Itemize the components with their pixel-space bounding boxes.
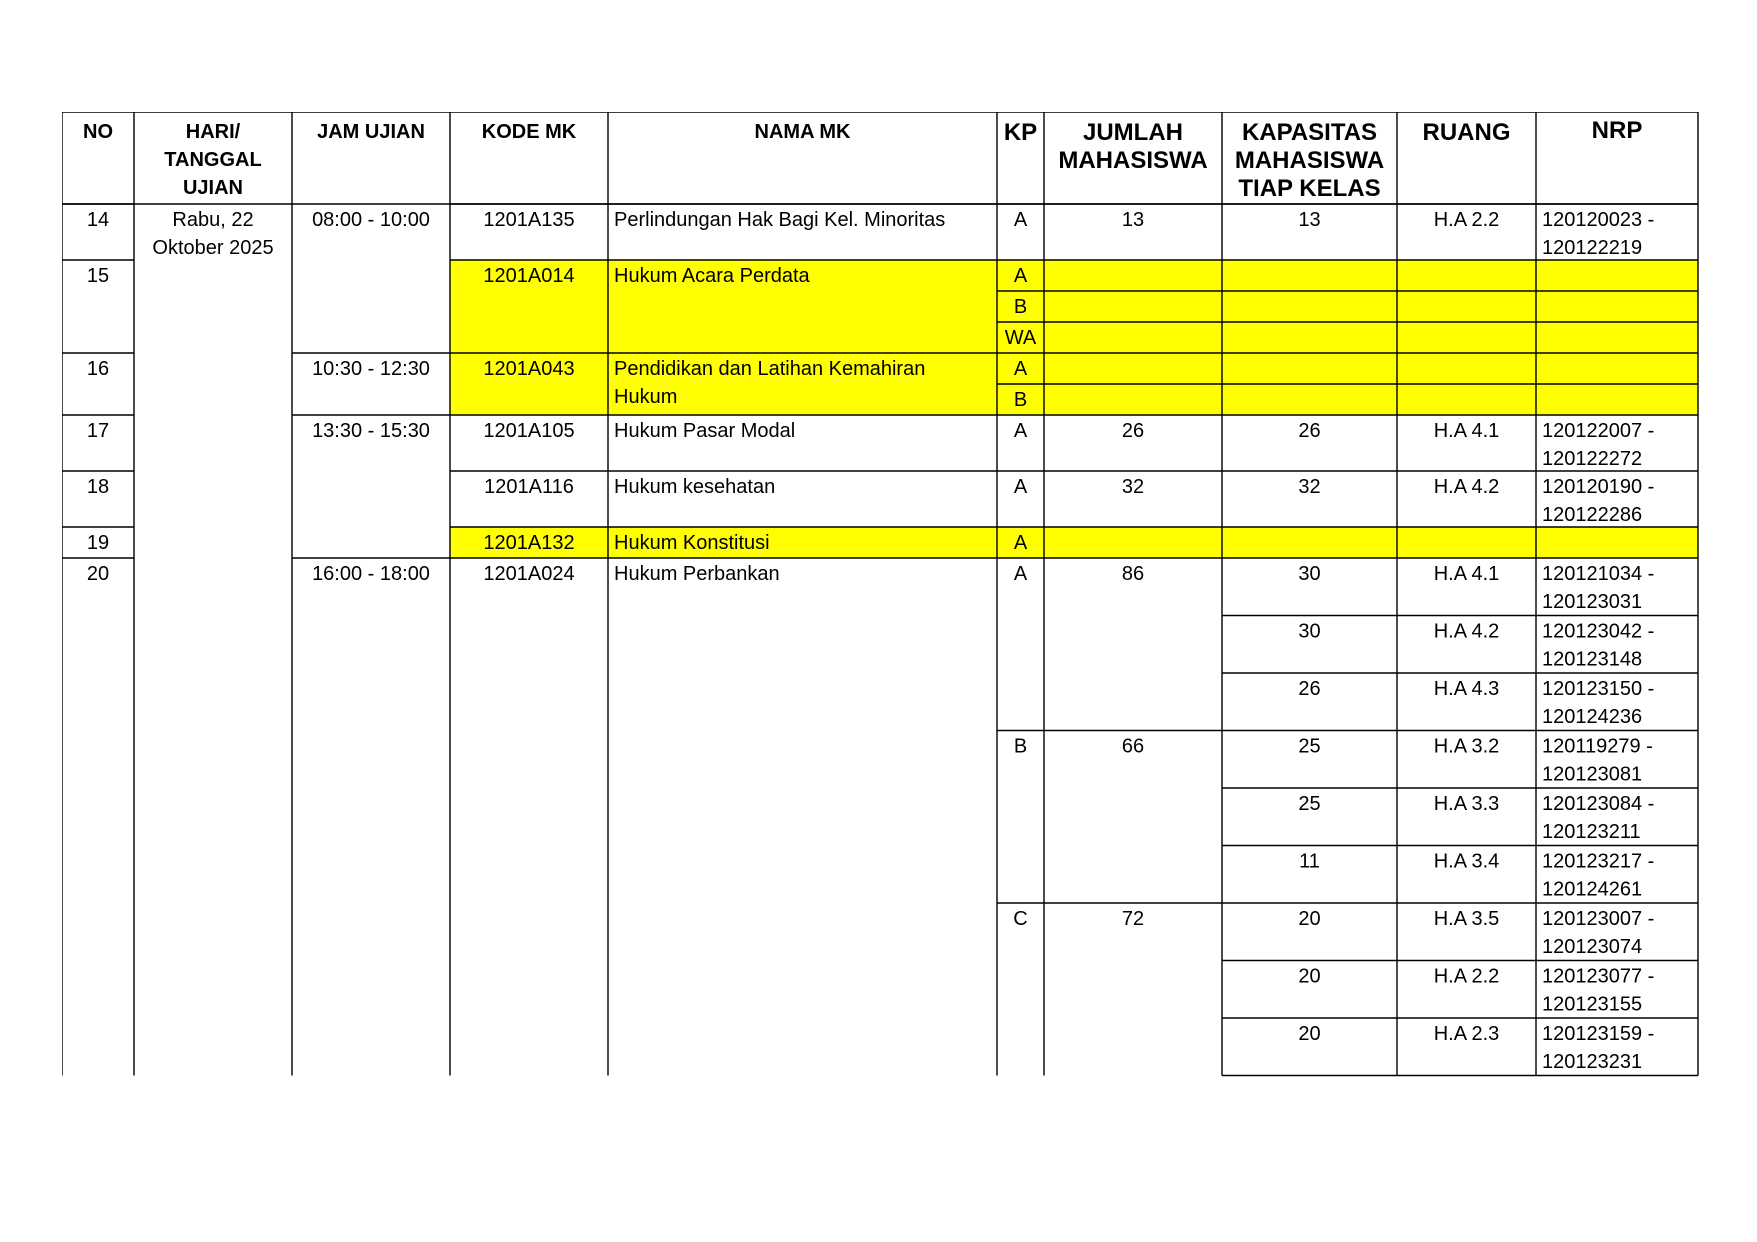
class-kp bbox=[1014, 358, 1028, 380]
nrp-range-line: 120120023 - bbox=[1542, 209, 1655, 231]
student-count bbox=[1122, 563, 1144, 585]
student-count-line: 86 bbox=[1121, 563, 1145, 585]
class-kp bbox=[1014, 736, 1027, 758]
course-name-line: Perlindungan Hak Bagi Kel. Minoritas bbox=[614, 209, 946, 231]
course-name bbox=[614, 209, 945, 231]
header-hari-tanggal bbox=[164, 121, 261, 199]
student-count-line: 26 bbox=[1121, 420, 1145, 442]
nrp-range-line: 120123007 - bbox=[1542, 908, 1655, 930]
student-count bbox=[1122, 209, 1144, 231]
header-nama-mk-line: NAMA MK bbox=[754, 121, 851, 143]
class-capacity bbox=[1298, 678, 1320, 700]
student-count-line: 66 bbox=[1121, 735, 1145, 758]
nrp-range bbox=[1542, 621, 1654, 671]
exam-time-line: 16:00 - 18:00 bbox=[312, 563, 430, 585]
room-name-line: H.A 3.4 bbox=[1433, 850, 1500, 873]
nrp-range-line: 120123211 bbox=[1542, 821, 1641, 843]
nrp-range-line: 120123148 bbox=[1542, 648, 1643, 671]
header-nama-mk bbox=[755, 121, 851, 143]
nrp-range bbox=[1542, 966, 1654, 1016]
row-number bbox=[87, 532, 109, 554]
header-kp bbox=[1004, 119, 1037, 146]
nrp-range bbox=[1542, 420, 1654, 470]
row-number-line: 16 bbox=[86, 358, 110, 380]
header-jumlah-mahasiswa-line: MAHASISWA bbox=[1058, 147, 1208, 174]
nrp-range bbox=[1542, 793, 1654, 843]
class-kp bbox=[1014, 532, 1028, 554]
class-capacity-line: 26 bbox=[1298, 420, 1321, 442]
class-capacity bbox=[1298, 621, 1320, 643]
row-number-line: 18 bbox=[86, 476, 110, 498]
class-kp-line: A bbox=[1013, 420, 1028, 442]
room-name bbox=[1434, 908, 1500, 930]
class-capacity-line: 26 bbox=[1298, 678, 1321, 700]
nrp-range-line: 120120190 - bbox=[1542, 476, 1655, 498]
header-hari-tanggal-line: UJIAN bbox=[182, 177, 244, 199]
header-jumlah-mahasiswa bbox=[1058, 119, 1207, 174]
class-kp bbox=[1014, 265, 1028, 287]
room-name bbox=[1434, 420, 1500, 442]
class-kp-line: C bbox=[1013, 908, 1028, 930]
exam-time-line: 08:00 - 10:00 bbox=[312, 209, 430, 231]
class-kp-line: A bbox=[1013, 532, 1028, 554]
class-capacity-line: 25 bbox=[1298, 793, 1321, 815]
room-name bbox=[1434, 966, 1500, 988]
class-kp bbox=[1014, 389, 1027, 411]
nrp-range bbox=[1542, 908, 1654, 958]
class-kp-line: A bbox=[1013, 358, 1028, 380]
course-code bbox=[483, 563, 574, 585]
row-number bbox=[87, 209, 109, 231]
nrp-range-line: 120123084 - bbox=[1542, 793, 1655, 815]
exam-date bbox=[152, 209, 273, 259]
exam-date-line: Rabu, 22 bbox=[172, 209, 254, 231]
nrp-range-line: 120124236 bbox=[1542, 706, 1643, 728]
nrp-range-line: 120123081 bbox=[1542, 763, 1643, 786]
course-name bbox=[614, 476, 775, 498]
exam-schedule-table bbox=[62, 112, 1700, 1090]
header-nrp bbox=[1592, 117, 1643, 144]
course-name bbox=[614, 563, 780, 585]
nrp-range-line: 120123074 bbox=[1542, 936, 1643, 958]
row-number-line: 19 bbox=[86, 532, 110, 554]
class-kp bbox=[1014, 296, 1027, 318]
course-code bbox=[484, 476, 574, 498]
nrp-range-line: 120123077 - bbox=[1542, 965, 1655, 988]
exam-time-line: 10:30 - 12:30 bbox=[312, 358, 430, 380]
nrp-range-line: 120121034 - bbox=[1542, 563, 1655, 585]
course-code-line: 1201A014 bbox=[483, 265, 575, 287]
header-jam-ujian-line: JAM UJIAN bbox=[317, 121, 425, 143]
class-kp-line: A bbox=[1013, 476, 1028, 498]
class-kp bbox=[1014, 476, 1028, 498]
room-name-line: H.A 4.2 bbox=[1433, 620, 1500, 643]
class-capacity bbox=[1298, 563, 1320, 585]
header-hari-tanggal-line: HARI/ bbox=[185, 121, 241, 143]
room-name bbox=[1434, 736, 1500, 758]
class-capacity bbox=[1298, 209, 1320, 231]
header-kapasitas bbox=[1235, 119, 1384, 202]
nrp-range-line: 120123042 - bbox=[1542, 620, 1655, 643]
room-name bbox=[1434, 851, 1500, 873]
nrp-range bbox=[1542, 851, 1654, 901]
class-capacity bbox=[1299, 851, 1320, 873]
nrp-range-line: 120123150 - bbox=[1542, 678, 1655, 700]
student-count bbox=[1122, 420, 1144, 442]
course-name-line: Hukum kesehatan bbox=[614, 476, 776, 498]
row-number-line: 20 bbox=[86, 563, 110, 585]
room-name-line: H.A 3.3 bbox=[1433, 793, 1500, 815]
class-kp bbox=[1014, 563, 1028, 585]
row-number bbox=[87, 265, 109, 287]
exam-time bbox=[312, 563, 430, 585]
row-number-line: 14 bbox=[86, 209, 110, 231]
class-kp-line: A bbox=[1013, 563, 1028, 585]
class-capacity-line: 11 bbox=[1299, 850, 1320, 873]
class-kp-line: A bbox=[1013, 265, 1028, 287]
header-kapasitas-line: MAHASISWA bbox=[1234, 147, 1385, 174]
nrp-range bbox=[1542, 1023, 1654, 1073]
room-name bbox=[1434, 621, 1500, 643]
nrp-range-line: 120123031 bbox=[1542, 591, 1643, 613]
nrp-range bbox=[1542, 476, 1654, 526]
room-name bbox=[1434, 209, 1500, 231]
room-name-line: H.A 4.1 bbox=[1433, 420, 1500, 442]
class-capacity-line: 20 bbox=[1298, 1023, 1321, 1045]
nrp-range-line: 120122007 - bbox=[1542, 420, 1655, 442]
class-kp-line: B bbox=[1013, 389, 1028, 411]
course-code-line: 1201A132 bbox=[483, 532, 575, 554]
student-count bbox=[1122, 476, 1144, 498]
header-kapasitas-line: TIAP KELAS bbox=[1238, 175, 1381, 202]
class-capacity bbox=[1298, 420, 1320, 442]
room-name-line: H.A 4.3 bbox=[1433, 678, 1500, 700]
nrp-range-line: 120122219 bbox=[1542, 237, 1643, 259]
nrp-range-line: 120123159 - bbox=[1542, 1023, 1655, 1045]
row-number bbox=[87, 563, 109, 585]
nrp-range-line: 120123155 bbox=[1542, 993, 1643, 1016]
student-count bbox=[1122, 736, 1144, 758]
nrp-range bbox=[1542, 678, 1654, 728]
header-kp-line: KP bbox=[1003, 119, 1038, 146]
class-kp-line: WA bbox=[1004, 327, 1037, 349]
room-name bbox=[1434, 678, 1500, 700]
course-name-line: Hukum bbox=[614, 386, 678, 408]
header-hari-tanggal-line: TANGGAL bbox=[164, 149, 262, 171]
nrp-range bbox=[1542, 209, 1654, 259]
exam-schedule-grid bbox=[62, 112, 1700, 1090]
nrp-range bbox=[1542, 563, 1654, 613]
class-capacity-line: 20 bbox=[1298, 908, 1321, 930]
header-ruang-line: RUANG bbox=[1422, 119, 1511, 146]
room-name bbox=[1434, 793, 1500, 815]
nrp-range bbox=[1542, 736, 1653, 786]
class-capacity-line: 32 bbox=[1298, 476, 1321, 498]
course-name-line: Pendidikan dan Latihan Kemahiran bbox=[614, 358, 926, 380]
header-no-line: NO bbox=[83, 121, 113, 143]
room-name-line: H.A 3.2 bbox=[1433, 735, 1500, 758]
room-name-line: H.A 2.2 bbox=[1433, 965, 1500, 988]
class-kp-line: B bbox=[1013, 735, 1028, 758]
exam-date-line: Oktober 2025 bbox=[152, 237, 274, 259]
course-code-line: 1201A024 bbox=[483, 563, 575, 585]
room-name-line: H.A 2.3 bbox=[1433, 1023, 1500, 1045]
course-name-line: Hukum Acara Perdata bbox=[614, 265, 810, 287]
room-name bbox=[1434, 476, 1500, 498]
room-name-line: H.A 2.2 bbox=[1433, 209, 1500, 231]
course-code bbox=[483, 358, 574, 380]
class-capacity bbox=[1298, 793, 1320, 815]
exam-time bbox=[312, 209, 430, 231]
class-kp bbox=[1005, 327, 1037, 349]
course-name bbox=[614, 420, 795, 442]
class-kp bbox=[1013, 908, 1027, 930]
course-code bbox=[483, 420, 574, 442]
class-kp bbox=[1014, 420, 1028, 442]
class-capacity-line: 30 bbox=[1298, 620, 1321, 643]
class-kp-line: B bbox=[1013, 296, 1028, 318]
course-name bbox=[614, 532, 770, 554]
nrp-range-line: 120119279 - bbox=[1542, 735, 1653, 758]
course-name-line: Hukum Pasar Modal bbox=[614, 420, 796, 442]
course-name-line: Hukum Konstitusi bbox=[614, 532, 770, 554]
nrp-range-line: 120123231 bbox=[1542, 1051, 1643, 1073]
header-nrp-line: NRP bbox=[1591, 117, 1643, 144]
room-name-line: H.A 4.2 bbox=[1433, 476, 1500, 498]
course-code-line: 1201A116 bbox=[484, 476, 574, 498]
course-code bbox=[483, 532, 574, 554]
course-code bbox=[483, 265, 574, 287]
header-jam-ujian bbox=[317, 121, 425, 143]
room-name bbox=[1434, 1023, 1500, 1045]
header-kapasitas-line: KAPASITAS bbox=[1241, 119, 1378, 146]
row-number bbox=[87, 420, 109, 442]
class-capacity-line: 20 bbox=[1298, 965, 1321, 988]
row-number-line: 15 bbox=[86, 265, 110, 287]
header-jumlah-mahasiswa-line: JUMLAH bbox=[1083, 119, 1183, 146]
row-number-line: 17 bbox=[86, 420, 110, 442]
nrp-range-line: 120122272 bbox=[1542, 448, 1643, 470]
course-code-line: 1201A043 bbox=[483, 358, 575, 380]
course-code-line: 1201A105 bbox=[483, 420, 575, 442]
room-name-line: H.A 3.5 bbox=[1433, 908, 1500, 930]
exam-time-line: 13:30 - 15:30 bbox=[312, 420, 430, 442]
class-capacity bbox=[1298, 1023, 1320, 1045]
exam-time bbox=[312, 420, 430, 442]
class-capacity bbox=[1298, 908, 1320, 930]
class-capacity-line: 25 bbox=[1298, 735, 1321, 758]
nrp-range-line: 120123217 - bbox=[1542, 850, 1655, 873]
student-count bbox=[1122, 908, 1144, 930]
header-no bbox=[83, 121, 113, 143]
class-capacity-line: 30 bbox=[1298, 563, 1321, 585]
course-code bbox=[483, 209, 574, 231]
student-count-line: 32 bbox=[1121, 476, 1145, 498]
student-count-line: 13 bbox=[1121, 209, 1145, 231]
nrp-range-line: 120124261 bbox=[1542, 878, 1643, 901]
class-capacity-line: 13 bbox=[1298, 209, 1321, 231]
exam-time bbox=[312, 358, 430, 380]
header-kode-mk-line: KODE MK bbox=[481, 121, 577, 143]
course-name bbox=[614, 265, 811, 287]
nrp-range-line: 120122286 bbox=[1542, 504, 1643, 526]
class-capacity bbox=[1298, 966, 1320, 988]
course-name-line: Hukum Perbankan bbox=[614, 563, 780, 585]
course-code-line: 1201A135 bbox=[483, 209, 575, 231]
room-name bbox=[1434, 563, 1500, 585]
class-capacity bbox=[1298, 736, 1320, 758]
header-kode-mk bbox=[482, 121, 577, 143]
header-ruang bbox=[1423, 119, 1511, 146]
class-kp bbox=[1014, 209, 1028, 231]
room-name-line: H.A 4.1 bbox=[1433, 563, 1500, 585]
class-kp-line: A bbox=[1013, 209, 1028, 231]
row-number bbox=[87, 476, 109, 498]
class-capacity bbox=[1298, 476, 1320, 498]
row-number bbox=[87, 358, 109, 380]
student-count-line: 72 bbox=[1121, 908, 1145, 930]
